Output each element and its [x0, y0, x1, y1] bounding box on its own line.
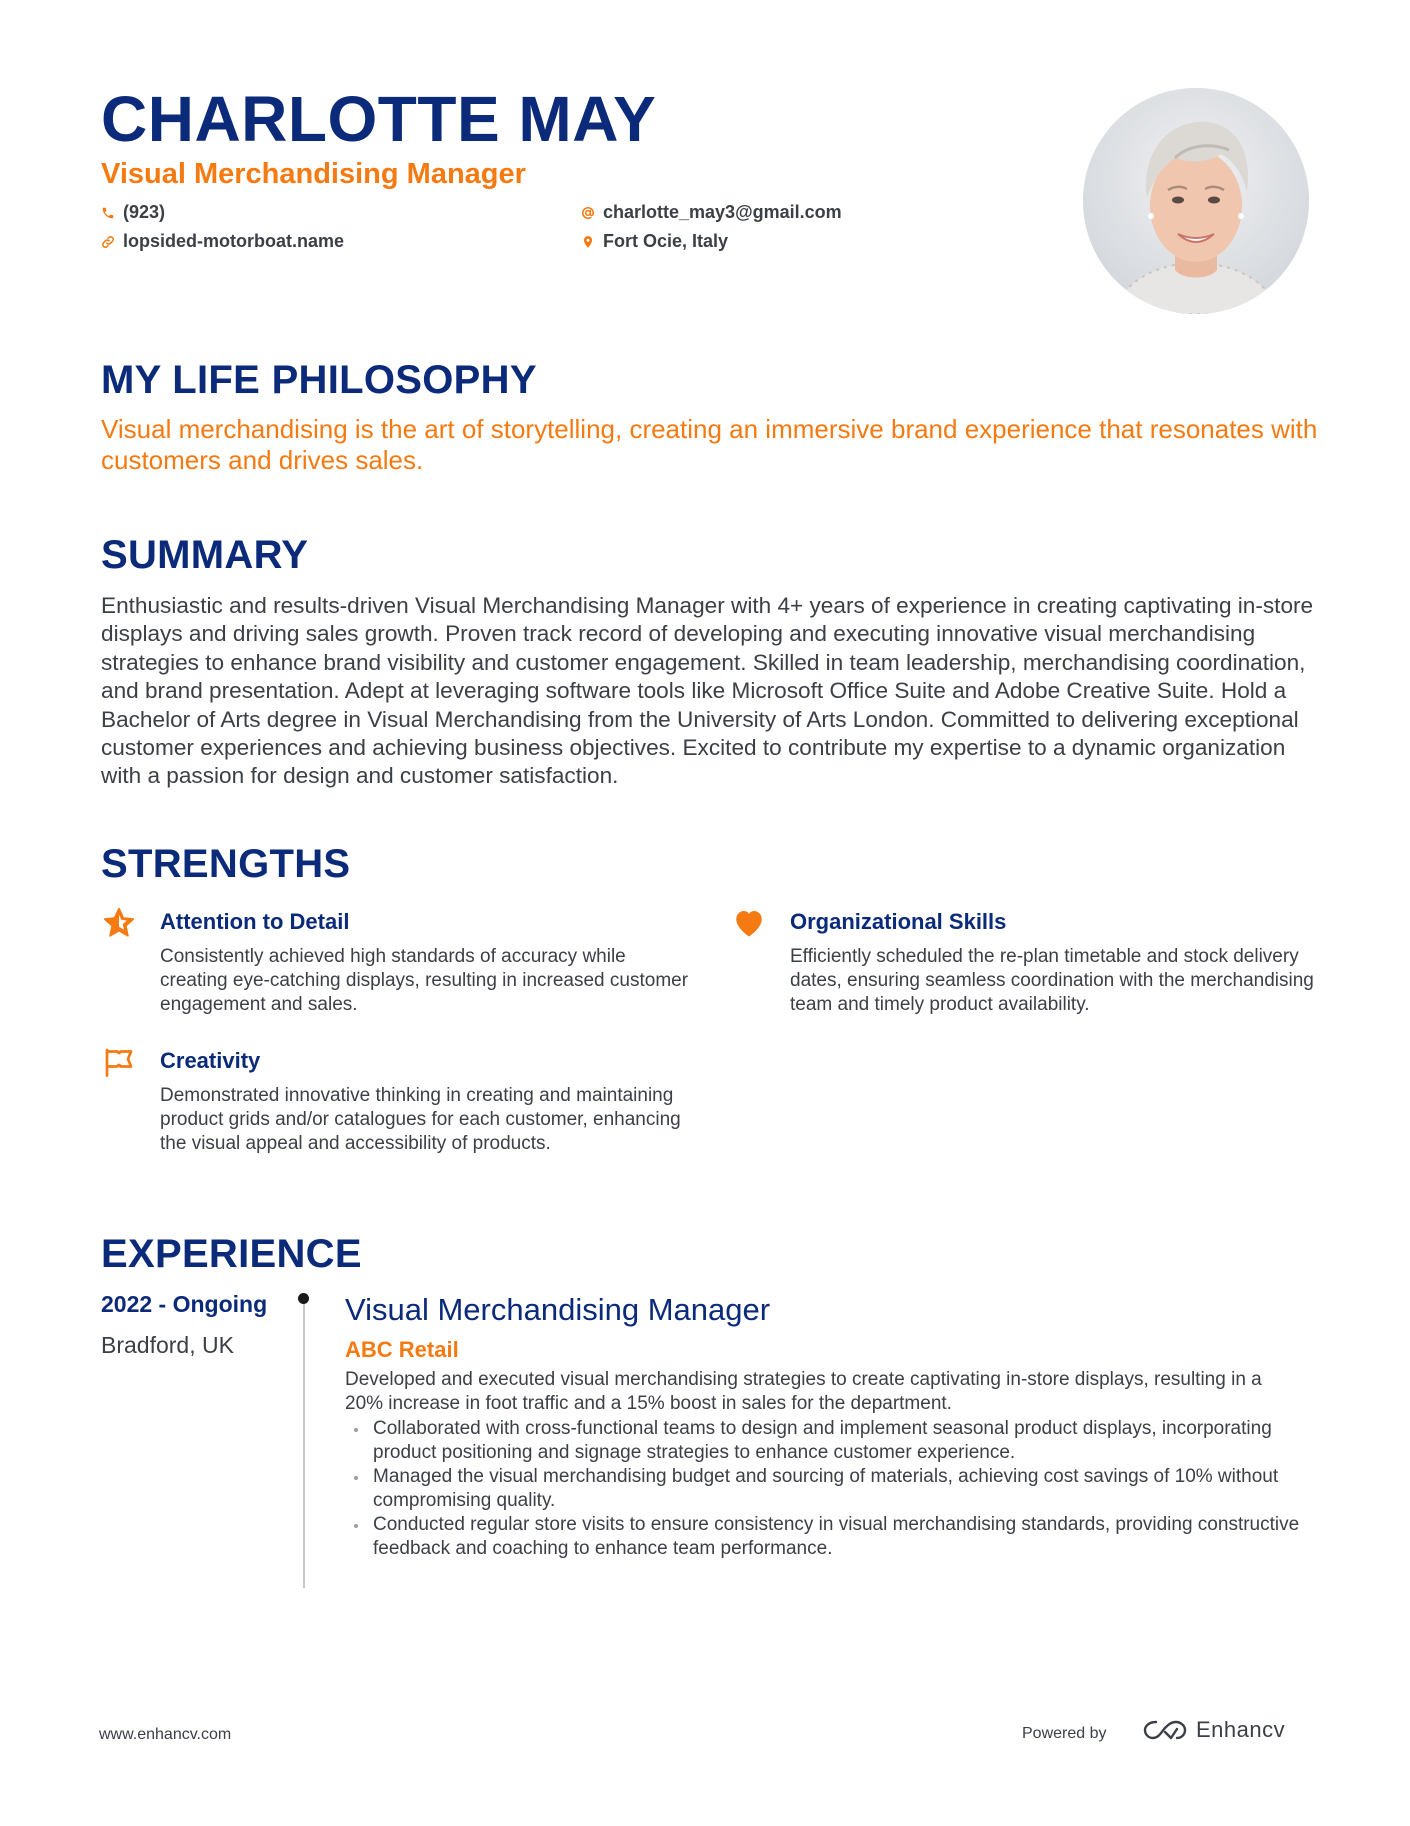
footer-logo[interactable]	[1142, 1717, 1285, 1743]
strength-item	[790, 909, 1320, 1017]
phone-icon	[101, 206, 115, 220]
strengths-heading: STRENGTHS	[101, 842, 351, 886]
profile-photo	[1083, 88, 1309, 314]
flag-icon	[101, 1044, 137, 1080]
contact-website[interactable]	[101, 231, 344, 252]
strength-description: Consistently achieved high standards of accuracy while creating eye-catching displays, resulting in increased customer engagement and sales.	[160, 946, 689, 1015]
philosophy-heading: MY LIFE PHILOSOPHY	[101, 358, 537, 402]
experience-location: Bradford, UK	[101, 1332, 234, 1358]
location-text: Fort Ocie, Italy	[603, 231, 729, 251]
strength-description: Demonstrated innovative thinking in creating and maintaining product grids and/or catalogues for each customer, enhancing the visual appeal and accessibility of products.	[160, 1085, 681, 1154]
experience-company: ABC Retail	[345, 1337, 459, 1362]
avatar	[1083, 88, 1309, 314]
strength-item	[160, 1048, 690, 1156]
summary-heading: SUMMARY	[101, 533, 309, 577]
footer-powered-by: Powered by	[1022, 1725, 1107, 1742]
timeline-line	[303, 1302, 305, 1588]
contact-location	[581, 231, 728, 252]
phone-text: (923)	[123, 202, 166, 222]
experience-role: Visual Merchandising Manager	[345, 1292, 771, 1327]
email-text: charlotte_may3@gmail.com	[603, 202, 842, 222]
philosophy-text: Visual merchandising is the art of storytelling, creating an immersive brand experience that resonates with customers and drives sales.	[101, 414, 1318, 475]
experience-bullet: Conducted regular store visits to ensure consistency in visual merchandising standards, providing constructive feedback and coaching to enhance team performance.	[345, 1513, 1305, 1561]
strength-description: Efficiently scheduled the re-plan timetable and stock delivery dates, ensuring seamless coordination with the merchandising team and timely product availability.	[790, 946, 1314, 1015]
enhancv-logo-icon	[1142, 1717, 1188, 1743]
website-text: lopsided-motorboat.name	[123, 231, 345, 251]
heart-icon	[731, 905, 767, 941]
candidate-title: Visual Merchandising Manager	[101, 158, 526, 190]
star-icon	[101, 905, 137, 941]
strength-item	[160, 909, 690, 1017]
experience-description: Developed and executed visual merchandising strategies to create captivating in-store displays, resulting in a 20% increase in foot traffic and a 15% boost in sales for the department.	[345, 1369, 1262, 1414]
timeline-dot	[298, 1293, 309, 1304]
experience-heading: EXPERIENCE	[101, 1232, 362, 1276]
contact-email[interactable]	[581, 202, 842, 223]
location-pin-icon	[581, 235, 595, 249]
contact-phone	[101, 202, 165, 223]
experience-bullets	[345, 1417, 1305, 1561]
summary-text: Enthusiastic and results-driven Visual Merchandising Manager with 4+ years of experience in creating captivating in-store displays and driving sales growth. Proven track record of developing and executing innovative visual merchandising strategies to enhance brand visibility and customer engagement. Skilled in team leadership, merchandising coordination, and brand presentation. Adept at leveraging software tools like Microsoft Office Suite and Adobe Creative Suite. Hold a Bachelor of Arts degree in Visual Merchandising from the University of Arts London. Committed to delivering exceptional customer experiences and achieving business objectives. Excited to contribute my expertise to a dynamic organization with a passion for design and customer satisfaction.	[101, 593, 1314, 789]
link-icon	[101, 235, 115, 249]
footer-website[interactable]: www.enhancv.com	[99, 1726, 232, 1743]
candidate-name: CHARLOTTE MAY	[101, 83, 657, 155]
experience-period: 2022 - Ongoing	[101, 1291, 268, 1317]
strength-title: Creativity	[160, 1048, 261, 1073]
footer-brand: Enhancv	[1196, 1717, 1286, 1742]
strength-title: Attention to Detail	[160, 909, 350, 934]
strength-title: Organizational Skills	[790, 909, 1007, 934]
at-sign-icon	[581, 206, 595, 220]
experience-bullet: Managed the visual merchandising budget and sourcing of materials, achieving cost savings of 10% without compromising quality.	[345, 1465, 1305, 1513]
experience-bullet: Collaborated with cross-functional teams to design and implement seasonal product displays, incorporating product positioning and signage strategies to enhance customer experience.	[345, 1417, 1305, 1465]
